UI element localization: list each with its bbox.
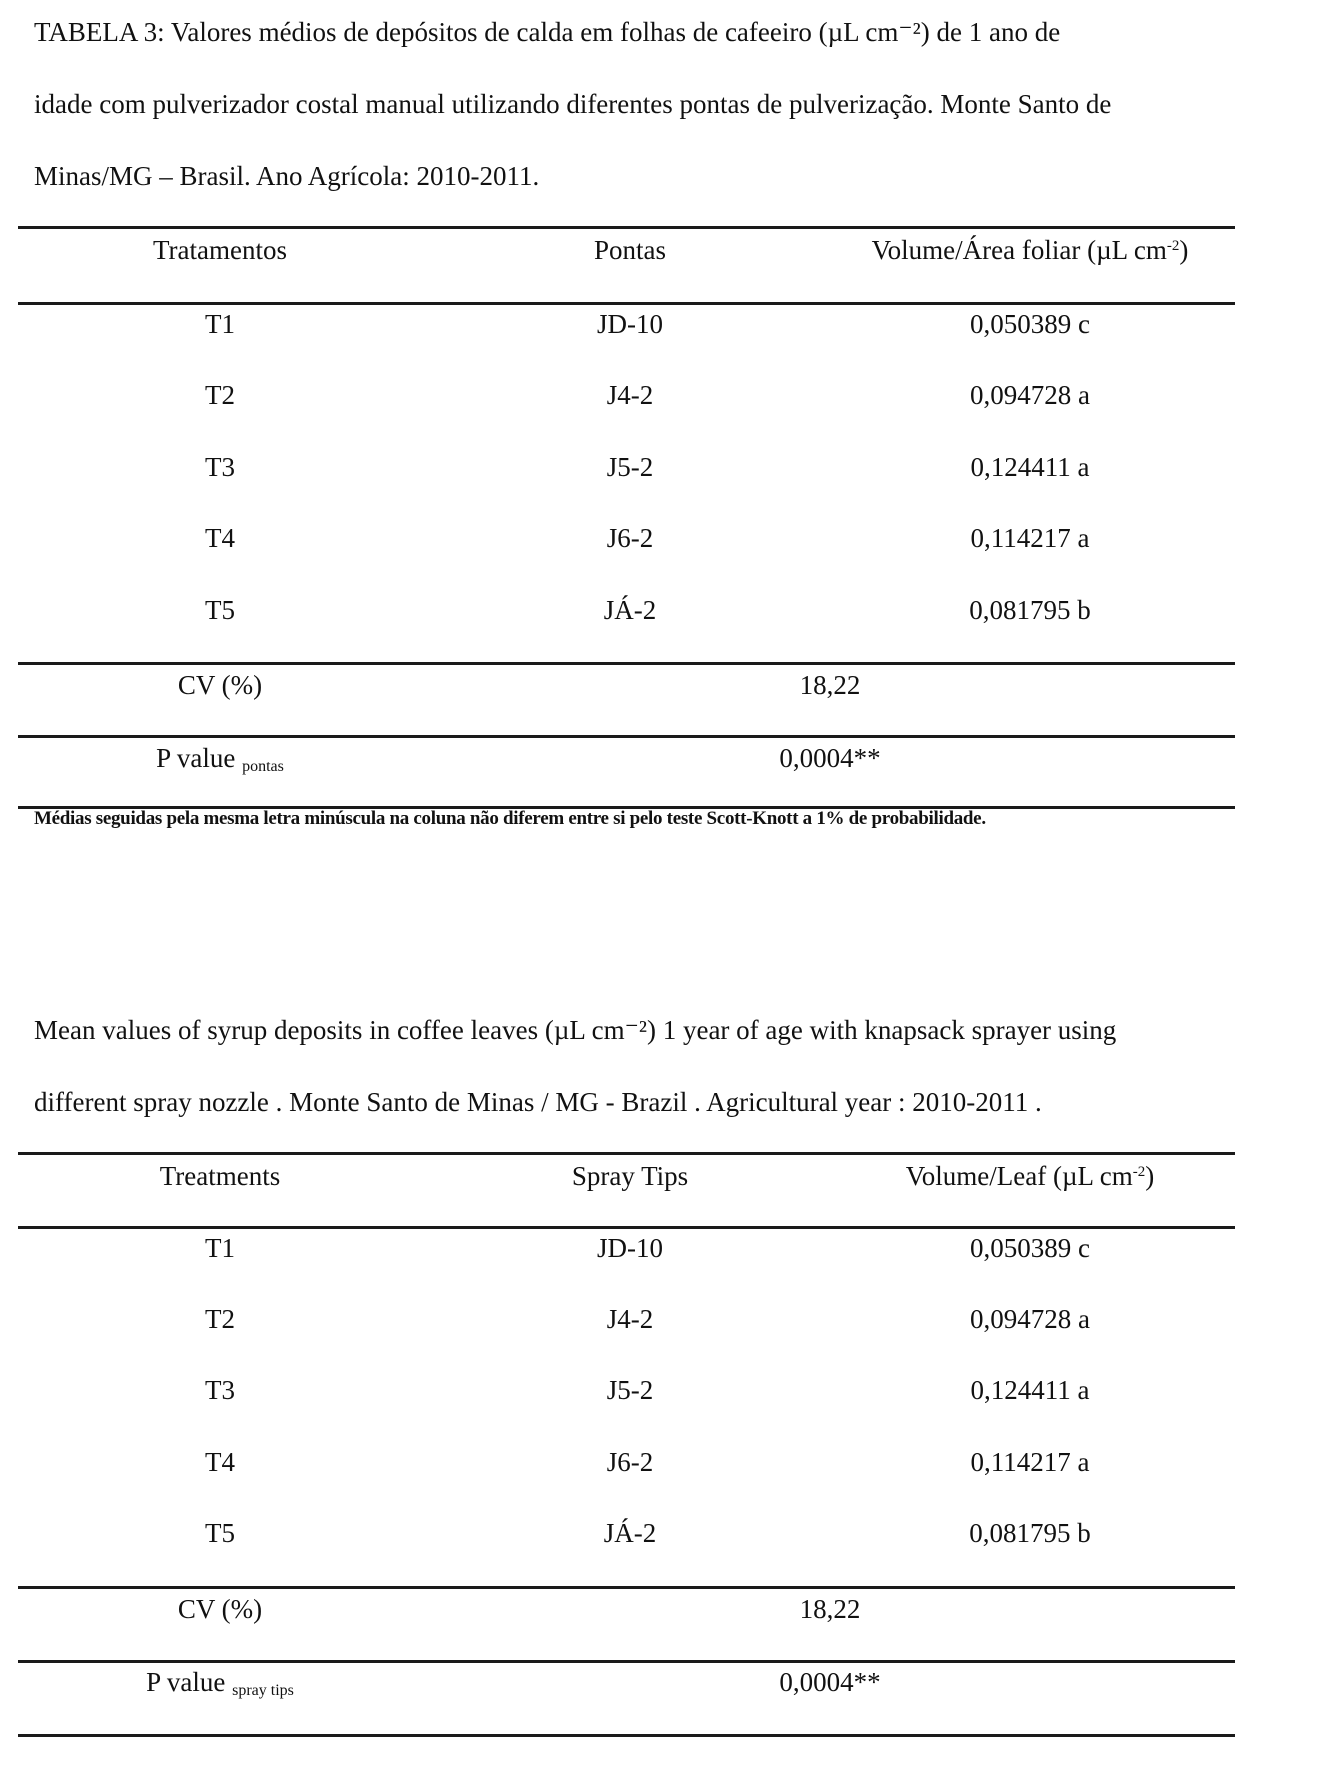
- header-volume: Volume/Área foliar (µL $cm^{-2}$): [871, 235, 1189, 265]
- p-subscript: spray tips: [232, 1682, 294, 1699]
- caption-line: different spray nozzle . Monte Santo de Minas / MG - Brazil . Agricultural year : 2010-2011 .: [34, 1087, 1042, 1117]
- header-rule: [18, 1226, 1235, 1229]
- cell-tip: J5-2: [606, 1375, 654, 1405]
- cell-value: 0,094728 a: [970, 380, 1090, 410]
- cv-label: CV (%): [177, 670, 263, 700]
- cell-tip: J6-2: [606, 1447, 654, 1477]
- cv-value: 18,22: [799, 670, 861, 700]
- caption-line: Mean values of syrup deposits in coffee leaves (µL cm⁻²) 1 year of age with knapsack sprayer using: [34, 1015, 1117, 1045]
- cell-value: 0,081795 b: [969, 595, 1091, 625]
- header-tips: Spray Tips: [571, 1161, 689, 1191]
- cell-tip: JÁ-2: [603, 595, 657, 625]
- cell-treatment: T4: [205, 1447, 235, 1477]
- cell-treatment: T3: [205, 452, 235, 482]
- cell-value: 0,114217 a: [970, 1447, 1090, 1477]
- caption-line: TABELA 3: Valores médios de depósitos de calda em folhas de cafeeiro (µL cm⁻²) de 1 ano de: [34, 17, 1061, 47]
- cell-treatment: T5: [205, 595, 235, 625]
- cell-value: 0,124411 a: [970, 452, 1090, 482]
- table-top-rule: [18, 1152, 1235, 1155]
- table-footnote: Médias seguidas pela mesma letra minúscula na coluna não diferem entre si pelo teste Scott-Knott a 1% de probabilidade.: [34, 808, 986, 829]
- header-rule: [18, 302, 1235, 305]
- table-top-rule: [18, 226, 1235, 229]
- caption-line: Minas/MG – Brasil. Ano Agrícola: 2010-2011.: [34, 161, 540, 191]
- stats-rule: [18, 1586, 1235, 1589]
- header-treatment: Treatments: [159, 1161, 281, 1191]
- cell-treatment: T2: [205, 380, 235, 410]
- cell-tip: JD-10: [597, 1233, 663, 1263]
- header-volume: Volume/Leaf (µL $cm^{-2}$): [905, 1161, 1155, 1191]
- cell-treatment: T4: [205, 523, 235, 553]
- cell-treatment: T1: [205, 1233, 235, 1263]
- caption-line: idade com pulverizador costal manual utilizando diferentes pontas de pulverização. Monte Santo de: [34, 89, 1112, 119]
- p-subscript: pontas: [242, 758, 284, 775]
- cell-tip: J4-2: [606, 1304, 654, 1334]
- cell-tip: J6-2: [606, 523, 654, 553]
- header-treatment: Tratamentos: [153, 235, 287, 265]
- cell-value: 0,050389 c: [970, 309, 1090, 339]
- table-bottom-rule: [18, 1734, 1235, 1737]
- cell-tip: JD-10: [597, 309, 663, 339]
- p-rule: [18, 1660, 1235, 1663]
- cell-value: 0,081795 b: [969, 1518, 1091, 1548]
- cell-value: 0,094728 a: [970, 1304, 1090, 1334]
- cell-value: 0,124411 a: [970, 1375, 1090, 1405]
- cell-value: 0,050389 c: [970, 1233, 1090, 1263]
- p-rule: [18, 735, 1235, 738]
- cell-tip: JÁ-2: [603, 1518, 657, 1548]
- table-caption-pt: [34, 0, 1296, 212]
- cell-treatment: T5: [205, 1518, 235, 1548]
- stats-rule: [18, 662, 1235, 665]
- cv-label: CV (%): [177, 1594, 263, 1624]
- cell-value: 0,114217 a: [970, 523, 1090, 553]
- header-tips: Pontas: [593, 235, 666, 265]
- cell-tip: J5-2: [606, 452, 654, 482]
- p-value-label: P value $_{pontas}$: [156, 743, 284, 775]
- p-value-label: P value $_{spray tips}$: [146, 1667, 294, 1699]
- cell-treatment: T3: [205, 1375, 235, 1405]
- cell-tip: J4-2: [606, 380, 654, 410]
- p-value: 0,0004**: [779, 1667, 881, 1697]
- p-value: 0,0004**: [779, 743, 881, 773]
- cv-value: 18,22: [799, 1594, 861, 1624]
- cell-treatment: T2: [205, 1304, 235, 1334]
- table-caption-en: [34, 994, 1296, 1138]
- cell-treatment: T1: [205, 309, 235, 339]
